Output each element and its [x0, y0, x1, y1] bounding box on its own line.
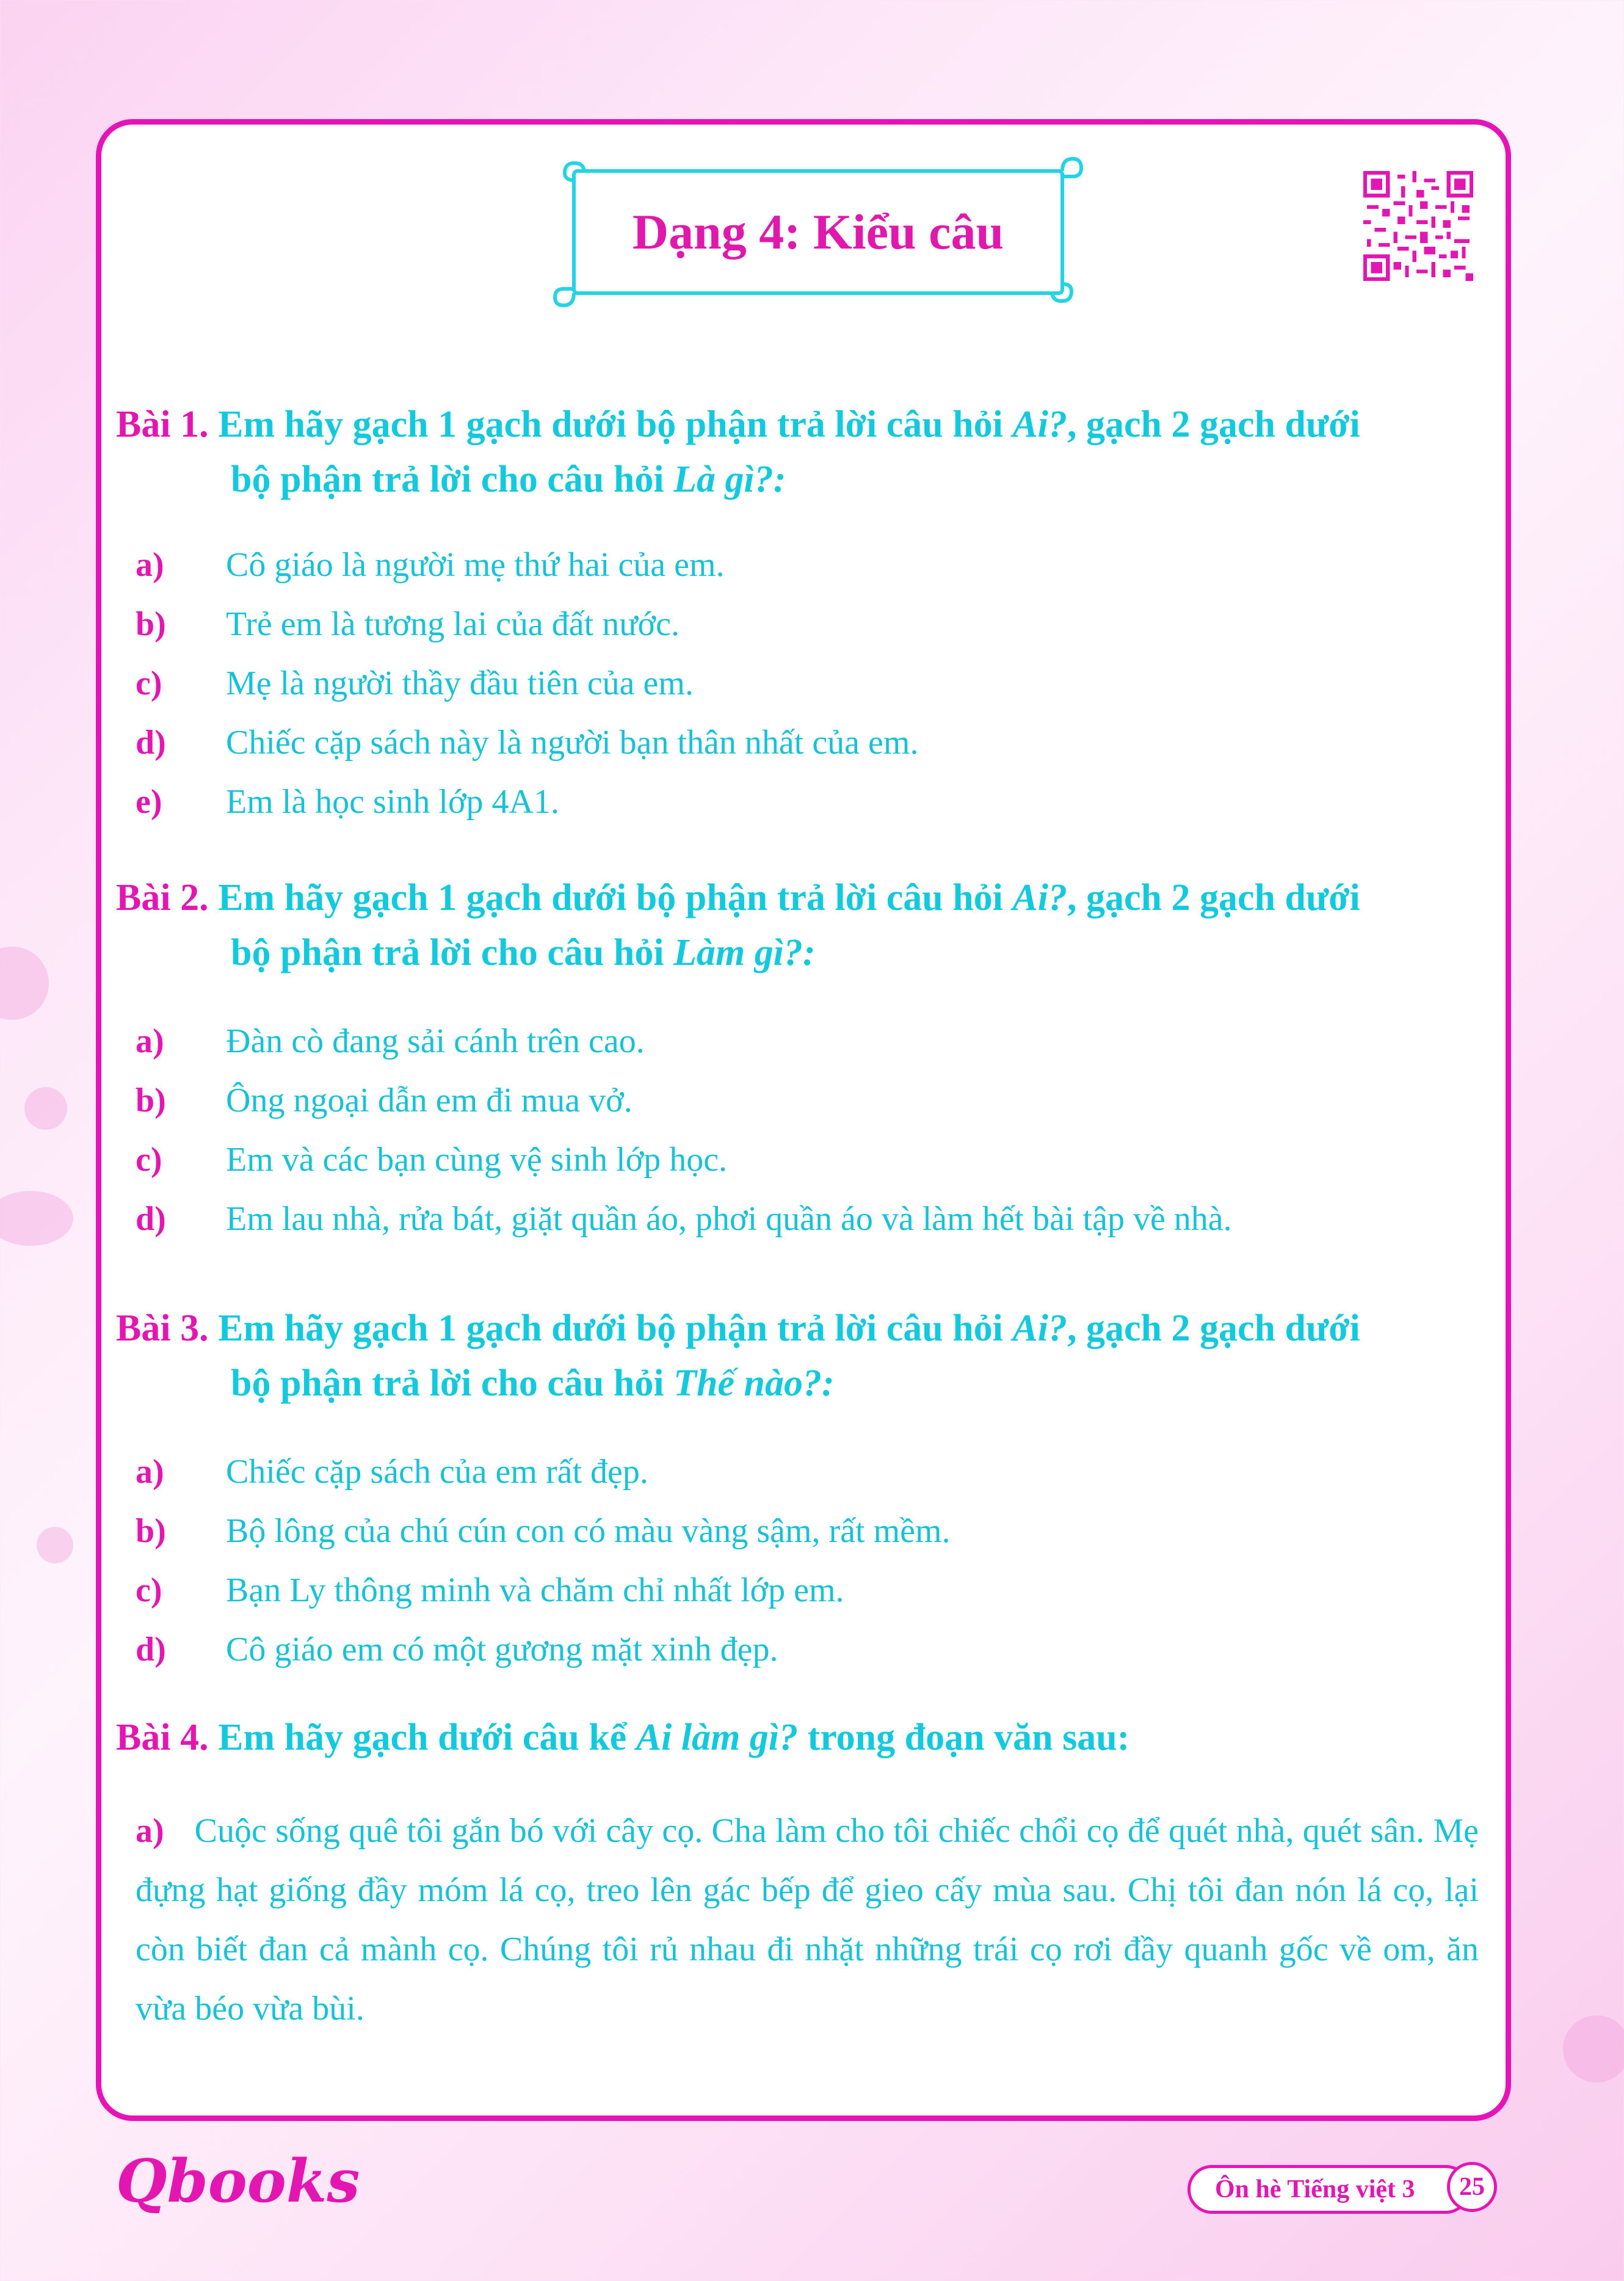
list-item	[136, 1138, 1479, 1181]
item-text: Em là học sinh lớp 4A1.	[226, 783, 559, 821]
item-text: Em lau nhà, rửa bát, giặt quần áo, phơi quần áo và làm hết bài tập về nhà.	[226, 1200, 1232, 1238]
item-text: Trẻ em là tương lai của đất nước.	[226, 605, 680, 643]
item-text: Mẹ là người thầy đầu tiên của em.	[226, 664, 694, 702]
background-splash	[0, 1191, 73, 1246]
list-item	[136, 544, 1479, 586]
background-splash	[24, 1087, 67, 1130]
item-letter: a)	[136, 546, 164, 584]
question-word: Ai?	[1012, 404, 1067, 445]
list-item	[136, 1569, 1479, 1612]
item-text: Em và các bạn cùng vệ sinh lớp học.	[226, 1141, 728, 1179]
item-text: Đàn cò đang sải cánh trên cao.	[226, 1022, 645, 1060]
item-text: Bộ lông của chú cún con có màu vàng sậm, rất mềm.	[226, 1512, 951, 1550]
item-text: Cô giáo là người mẹ thứ hai của em.	[226, 546, 725, 584]
item-letter: d)	[136, 1200, 166, 1238]
exercise-instruction: Em hãy gạch 1 gạch dưới bộ phận trả lời câu hỏi	[218, 1308, 1013, 1349]
list-item	[136, 1198, 1479, 1240]
question-word: Ai?	[1012, 877, 1067, 919]
list-item	[136, 1628, 1479, 1671]
item-letter: c)	[136, 1571, 162, 1609]
exercise-label: Bài 3.	[116, 1308, 209, 1349]
item-letter: b)	[136, 605, 166, 643]
exercise-2-heading	[116, 870, 1484, 980]
exercise-instruction: bộ phận trả lời cho câu hỏi	[231, 459, 674, 500]
question-word: Ai?	[1012, 1308, 1067, 1349]
background-splash	[0, 947, 49, 1020]
page-number: 25	[1447, 2162, 1497, 2212]
exercise-instruction: trong đoạn văn sau:	[798, 1717, 1130, 1758]
item-letter: a)	[136, 1812, 164, 1850]
question-word: Ai làm gì?	[636, 1717, 799, 1758]
item-text: Chiếc cặp sách của em rất đẹp.	[226, 1453, 648, 1491]
exercise-instruction: bộ phận trả lời cho câu hỏi	[231, 1362, 674, 1404]
item-letter: d)	[136, 1631, 166, 1668]
background-splash	[37, 1527, 73, 1563]
exercise-4-paragraph	[136, 1802, 1479, 2039]
list-item	[136, 721, 1479, 764]
item-letter: b)	[136, 1082, 166, 1119]
list-item	[136, 1079, 1479, 1122]
list-item	[136, 1450, 1479, 1493]
list-item	[136, 780, 1479, 823]
qr-code-icon	[1363, 171, 1473, 281]
exercise-instruction: , gạch 2 gạch dưới	[1067, 877, 1360, 919]
item-text: Chiếc cặp sách này là người bạn thân nhất của em.	[226, 724, 919, 762]
book-title: Ôn hè Tiếng việt 3	[1215, 2175, 1415, 2203]
exercise-3-heading	[116, 1301, 1484, 1411]
list-item	[136, 603, 1479, 646]
exercise-label: Bài 1.	[116, 404, 209, 445]
question-word: Là gì?:	[673, 459, 786, 500]
exercise-instruction: Em hãy gạch 1 gạch dưới bộ phận trả lời câu hỏi	[218, 404, 1013, 445]
exercise-instruction: , gạch 2 gạch dưới	[1067, 1308, 1360, 1349]
item-letter: a)	[136, 1022, 164, 1060]
item-text: Ông ngoại dẫn em đi mua vở.	[226, 1082, 633, 1119]
item-text: Cô giáo em có một gương mặt xinh đẹp.	[226, 1631, 778, 1668]
title-banner	[553, 156, 1084, 308]
exercise-label: Bài 4.	[116, 1717, 209, 1758]
list-item	[136, 1510, 1479, 1552]
page-title: Dạng 4: Kiểu câu	[632, 204, 1004, 260]
question-word: Làm gì?:	[673, 932, 816, 973]
exercise-1-heading	[116, 397, 1484, 507]
book-title-badge	[1187, 2165, 1470, 2214]
item-text: Bạn Ly thông minh và chăm chỉ nhất lớp em.	[226, 1571, 844, 1609]
list-item	[136, 1020, 1479, 1063]
item-letter: c)	[136, 664, 162, 702]
publisher-logo: Qbooks	[116, 2147, 360, 2216]
exercise-instruction: Em hãy gạch 1 gạch dưới bộ phận trả lời câu hỏi	[218, 877, 1013, 919]
background-splash	[1563, 2015, 1624, 2083]
exercise-instruction: Em hãy gạch dưới câu kể	[218, 1717, 636, 1758]
question-word: Thế nào?:	[673, 1362, 835, 1404]
list-item	[136, 662, 1479, 705]
item-letter: b)	[136, 1512, 166, 1550]
exercise-instruction: bộ phận trả lời cho câu hỏi	[231, 932, 674, 973]
exercise-4-heading	[116, 1710, 1484, 1765]
item-letter: a)	[136, 1453, 164, 1491]
paragraph-text: Cuộc sống quê tôi gắn bó với cây cọ. Cha làm cho tôi chiếc chổi cọ để quét nhà, quét sân. Mẹ đựng hạt giống đầy móm lá cọ, treo lên gác bếp để gieo cấy mùa sau. Chị tôi đan nón lá cọ, lại còn biết đan cả mành cọ. Chúng tôi rủ nhau đi nhặt những trái cọ rơi đầy quanh gốc về om, ăn vừa béo vừa bùi.	[136, 1812, 1479, 2028]
item-letter: e)	[136, 783, 162, 821]
item-letter: c)	[136, 1141, 162, 1179]
exercise-instruction: , gạch 2 gạch dưới	[1067, 404, 1360, 445]
exercise-label: Bài 2.	[116, 877, 209, 919]
item-letter: d)	[136, 724, 166, 762]
